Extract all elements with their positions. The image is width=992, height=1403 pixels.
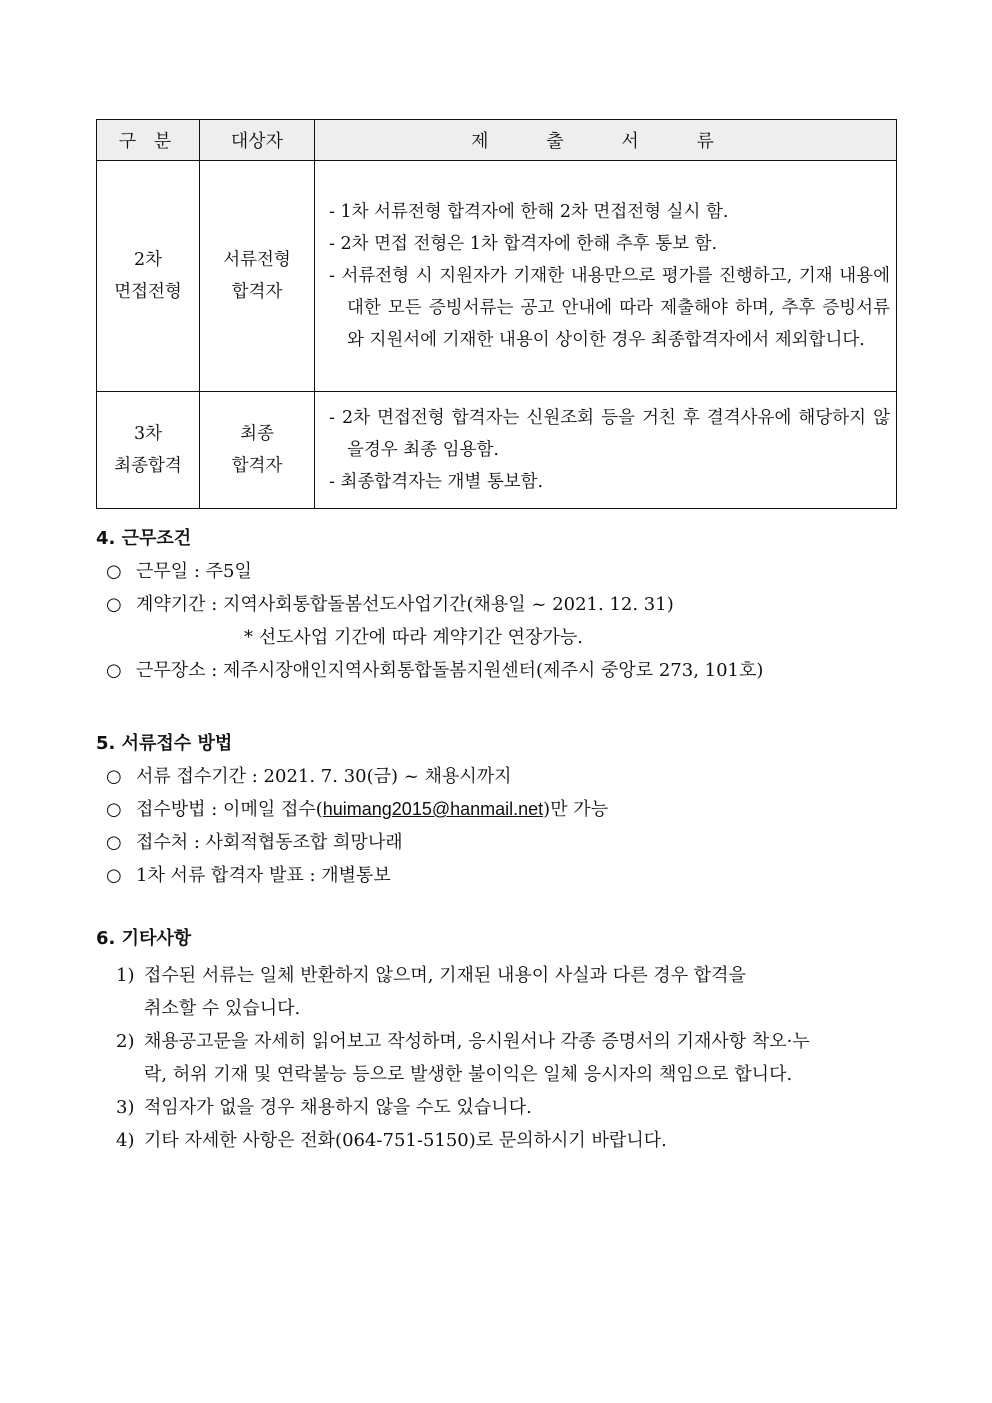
item-number: 3) bbox=[116, 1097, 135, 1118]
item-text: 기타 자세한 사항은 전화(064-751-5150)로 문의하시기 바랍니다. bbox=[144, 1130, 667, 1151]
target-line: 서류전형 bbox=[223, 250, 291, 270]
section-title: 5. 서류접수 방법 bbox=[96, 733, 233, 754]
circle-bullet-icon: ○ bbox=[106, 561, 122, 582]
section-work-conditions bbox=[96, 523, 906, 687]
header-target: 대상자 bbox=[200, 120, 315, 161]
list-item bbox=[96, 555, 906, 588]
item-number: 1) bbox=[116, 965, 135, 986]
list-item bbox=[96, 1025, 906, 1058]
list-item bbox=[96, 959, 906, 992]
item-text: 근무일 : 주5일 bbox=[136, 561, 252, 582]
list-item bbox=[96, 859, 906, 892]
circle-bullet-icon: ○ bbox=[106, 832, 122, 853]
row-documents bbox=[315, 392, 897, 509]
list-item bbox=[96, 760, 906, 793]
item-text: 근무장소 : 제주시장애인지역사회통합돌봄지원센터(제주시 중앙로 273, 101호) bbox=[136, 660, 764, 681]
section-other bbox=[96, 923, 906, 1157]
item-text-continued: 취소할 수 있습니다. bbox=[144, 998, 301, 1019]
list-item bbox=[96, 1091, 906, 1124]
item-text: 서류 접수기간 : 2021. 7. 30(금) ~ 채용시까지 bbox=[136, 766, 512, 787]
category-line: 2차 bbox=[133, 250, 163, 270]
item-text: 접수된 서류는 일체 반환하지 않으며, 기재된 내용이 사실과 다른 경우 합격을 bbox=[144, 965, 746, 986]
table-row bbox=[97, 161, 897, 392]
item-text-continued: 락, 허위 기재 및 연락불능 등으로 발생한 불이익은 일체 응시자의 책임으로 합니다. bbox=[144, 1064, 793, 1085]
item-number: 4) bbox=[116, 1130, 135, 1151]
item-text: 접수방법 : 이메일 접수( bbox=[136, 799, 323, 820]
category-line: 면접전형 bbox=[114, 282, 182, 302]
target-line: 합격자 bbox=[231, 282, 283, 302]
circle-bullet-icon: ○ bbox=[106, 865, 122, 886]
row-target bbox=[200, 161, 315, 392]
document-item: - 1차 서류전형 합격자에 한해 2차 면접전형 실시 함. bbox=[329, 202, 729, 222]
item-text: 1차 서류 합격자 발표 : 개별통보 bbox=[136, 865, 391, 886]
section-application bbox=[96, 728, 906, 892]
row-documents bbox=[315, 161, 897, 392]
document-item: - 2차 면접전형 합격자는 신원조회 등을 거친 후 결격사유에 해당하지 않을경우 최종 임용함. bbox=[329, 408, 890, 460]
section-title: 6. 기타사항 bbox=[96, 928, 192, 949]
target-line: 합격자 bbox=[231, 456, 283, 476]
documents-table bbox=[96, 119, 897, 509]
header-documents: 제 출 서 류 bbox=[315, 120, 897, 161]
circle-bullet-icon: ○ bbox=[106, 594, 122, 615]
list-item bbox=[96, 1124, 906, 1157]
item-text: 접수처 : 사회적협동조합 희망나래 bbox=[136, 832, 403, 853]
item-number: 2) bbox=[116, 1031, 135, 1052]
list-item bbox=[96, 654, 906, 687]
circle-bullet-icon: ○ bbox=[106, 660, 122, 681]
item-text: )만 가능 bbox=[543, 799, 609, 820]
row-target bbox=[200, 392, 315, 509]
list-item bbox=[96, 588, 906, 621]
list-item bbox=[96, 826, 906, 859]
document-item: - 서류전형 시 지원자가 기재한 내용만으로 평가를 진행하고, 기재 내용에 대한 모든 증빙서류는 공고 안내에 따라 제출해야 하며, 추후 증빙서류와 지원서에 기재한 내용이 상이한 경우 최종합격자에서 제외합니다. bbox=[329, 266, 890, 350]
category-line: 3차 bbox=[133, 424, 163, 444]
document-item: - 최종합격자는 개별 통보함. bbox=[329, 472, 544, 492]
list-item bbox=[96, 793, 906, 826]
email-link[interactable]: huimang2015@hanmail.net bbox=[322, 799, 544, 819]
target-line: 최종 bbox=[240, 424, 274, 444]
section-title: 4. 근무조건 bbox=[96, 528, 192, 549]
document-item: - 2차 면접 전형은 1차 합격자에 한해 추후 통보 함. bbox=[329, 234, 718, 254]
item-text: 적임자가 없을 경우 채용하지 않을 수도 있습니다. bbox=[144, 1097, 532, 1118]
contract-note: * 선도사업 기간에 따라 계약기간 연장가능. bbox=[244, 627, 583, 648]
header-category: 구 분 bbox=[97, 120, 200, 161]
item-text: 채용공고문을 자세히 읽어보고 작성하며, 응시원서나 각종 증명서의 기재사항 착오·누 bbox=[144, 1031, 810, 1052]
table-row bbox=[97, 392, 897, 509]
row-category bbox=[97, 392, 200, 509]
item-text: 계약기간 : 지역사회통합돌봄선도사업기간(채용일 ~ 2021. 12. 31) bbox=[136, 594, 674, 615]
circle-bullet-icon: ○ bbox=[106, 799, 122, 820]
circle-bullet-icon: ○ bbox=[106, 766, 122, 787]
table-header-row bbox=[97, 120, 897, 161]
row-category bbox=[97, 161, 200, 392]
category-line: 최종합격 bbox=[114, 456, 182, 476]
